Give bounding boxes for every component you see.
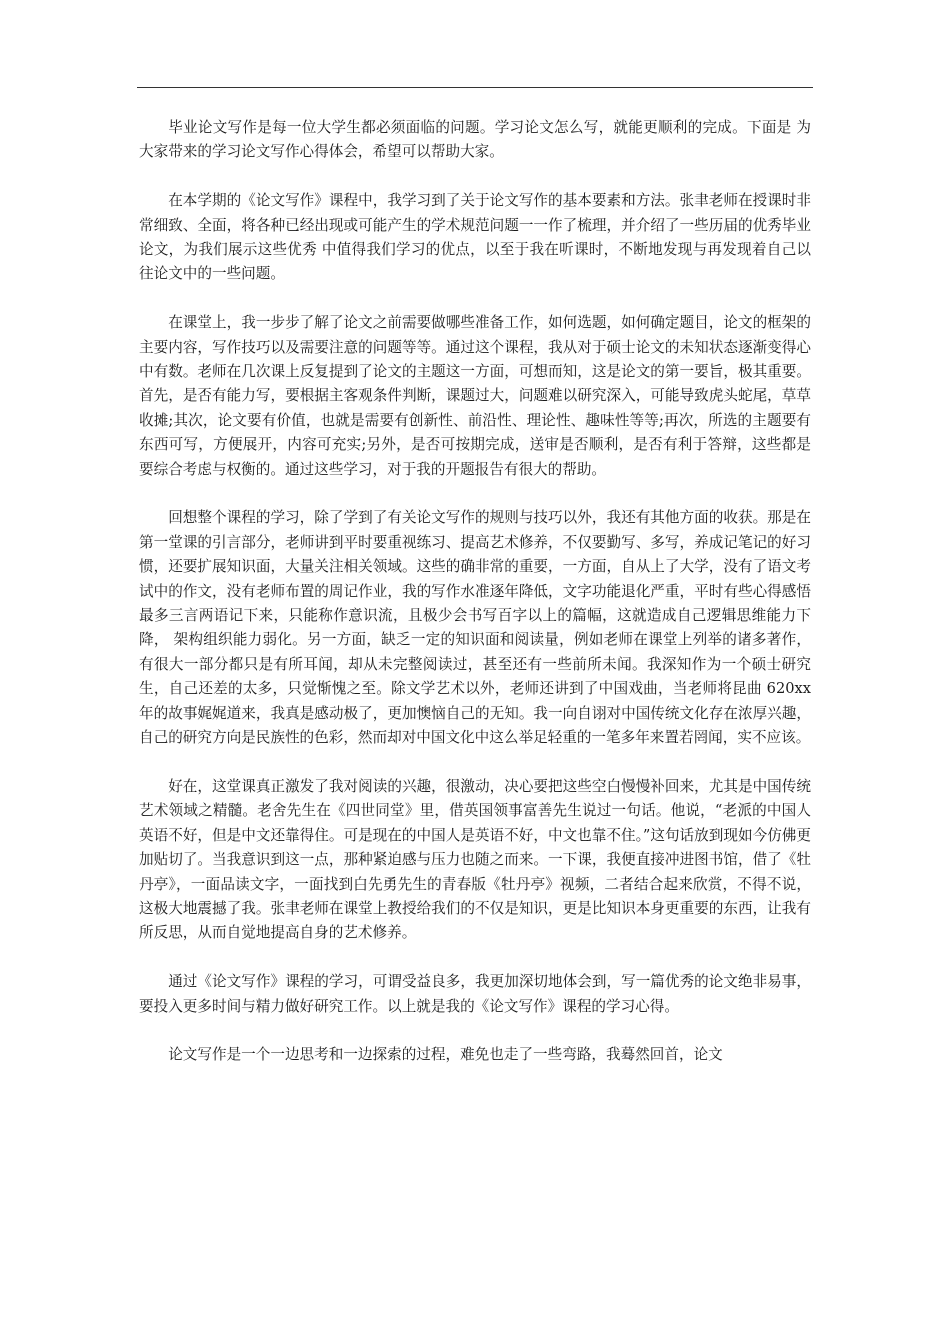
paragraph: 论文写作是一个一边思考和一边探索的过程，难免也走了一些弯路，我蓦然回首，论文	[168, 1046, 723, 1064]
paragraph: 毕业论文写作是每一位大学生都必须面临的问题。学习论文怎么写，就能更顺利的完成。下面是 为大家带来的学习论文写作心得体会，希望可以帮助大家。	[139, 119, 811, 161]
paragraph: 在本学期的《论文写作》课程中，我学习到了关于论文写作的基本要素和方法。张聿老师在授课时非常细致、全面，将各种已经出现或可能产生的学术规范问题一一作了梳理，并介绍了一些历届的优秀毕业论文，为我们展示这些优秀 中值得我们学习的优点，以至于我在听课时，不断地发现与再发现着自己以往论文中的一些问题。	[139, 192, 811, 283]
paragraph: 回想整个课程的学习，除了学到了有关论文写作的规则与技巧以外，我还有其他方面的收获。那是在第一堂课的引言部分，老师讲到平时要重视练习、提高艺术修养，不仅要勤写、多写，养成记笔记的好习惯，还要扩展知识面，大量关注相关领域。这些的确非常的重要，一方面，自从上了大学，没有了语文考试中的作文，没有老师布置的周记作业，我的写作水准逐年降低，文字功能退化严重，平时有些心得感悟最多三言两语记下来，只能称作意识流，且极少会书写百字以上的篇幅，这就造成自己逻辑思维能力下降， 架构组织能力弱化。另一方面，缺乏一定的知识面和阅读量，例如老师在课堂上列举的诸多著作，有很大一部分都只是有所耳闻，却从未完整阅读过，甚至还有一些前所未闻。我深知作为一个硕士研究生，自己还差的太多，只觉惭愧之至。除文学艺术以外，老师还讲到了中国戏曲，当老师将昆曲 620xx年的故事娓娓道来，我真是感动极了，更加懊恼自己的无知。我一向自诩对中国传统文化存在浓厚兴趣，自己的研究方向是民族性的色彩，然而却对中国文化中这么举足轻重的一笔多年来置若罔闻，实不应该。	[139, 509, 811, 747]
document-body	[139, 116, 811, 1092]
paragraph: 好在，这堂课真正激发了我对阅读的兴趣，很激动，决心要把这些空白慢慢补回来，尤其是中国传统艺术领域之精髓。老舍先生在《四世同堂》里，借英国领事富善先生说过一句话。他说，“老派的中国人英语不好，但是中文还靠得住。可是现在的中国人是英语不好，中文也靠不住。”这句话放到现如今仿佛更加贴切了。当我意识到这一点，那种紧迫感与压力也随之而来。一下课，我便直接冲进图书馆，借了《牡丹亭》，一面品读文字，一面找到白先勇先生的青春版《牡丹亭》视频，二者结合起来欣赏，不得不说，这极大地震撼了我。张聿老师在课堂上教授给我们的不仅是知识，更是比知识本身更重要的东西，让我有所反思，从而自觉地提高自身的艺术修养。	[139, 777, 811, 942]
header-rule	[137, 87, 813, 88]
paragraph: 通过《论文写作》课程的学习，可谓受益良多，我更加深切地体会到，写一篇优秀的论文绝非易事，要投入更多时间与精力做好研究工作。以上就是我的《论文写作》课程的学习心得。	[139, 973, 811, 1015]
paragraph: 在课堂上，我一步步了解了论文之前需要做哪些准备工作，如何选题，如何确定题目，论文的框架的主要内容，写作技巧以及需要注意的问题等等。通过这个课程，我从对于硕士论文的未知状态逐渐变得心中有数。老师在几次课上反复提到了论文的主题这一方面，可想而知，这是论文的第一要旨，极其重要。首先，是否有能力写，要根据主客观条件判断，课题过大，问题难以研究深入，可能导致虎头蛇尾，草草收摊;其次，论文要有价值，也就是需要有创新性、前沿性、理论性、趣味性等等;再次，所选的主题要有东西可写，方便展开，内容可充实;另外，是否可按期完成，送审是否顺利，是否有利于答辩，这些都是要综合考虑与权衡的。通过这些学习，对于我的开题报告有很大的帮助。	[139, 314, 811, 478]
